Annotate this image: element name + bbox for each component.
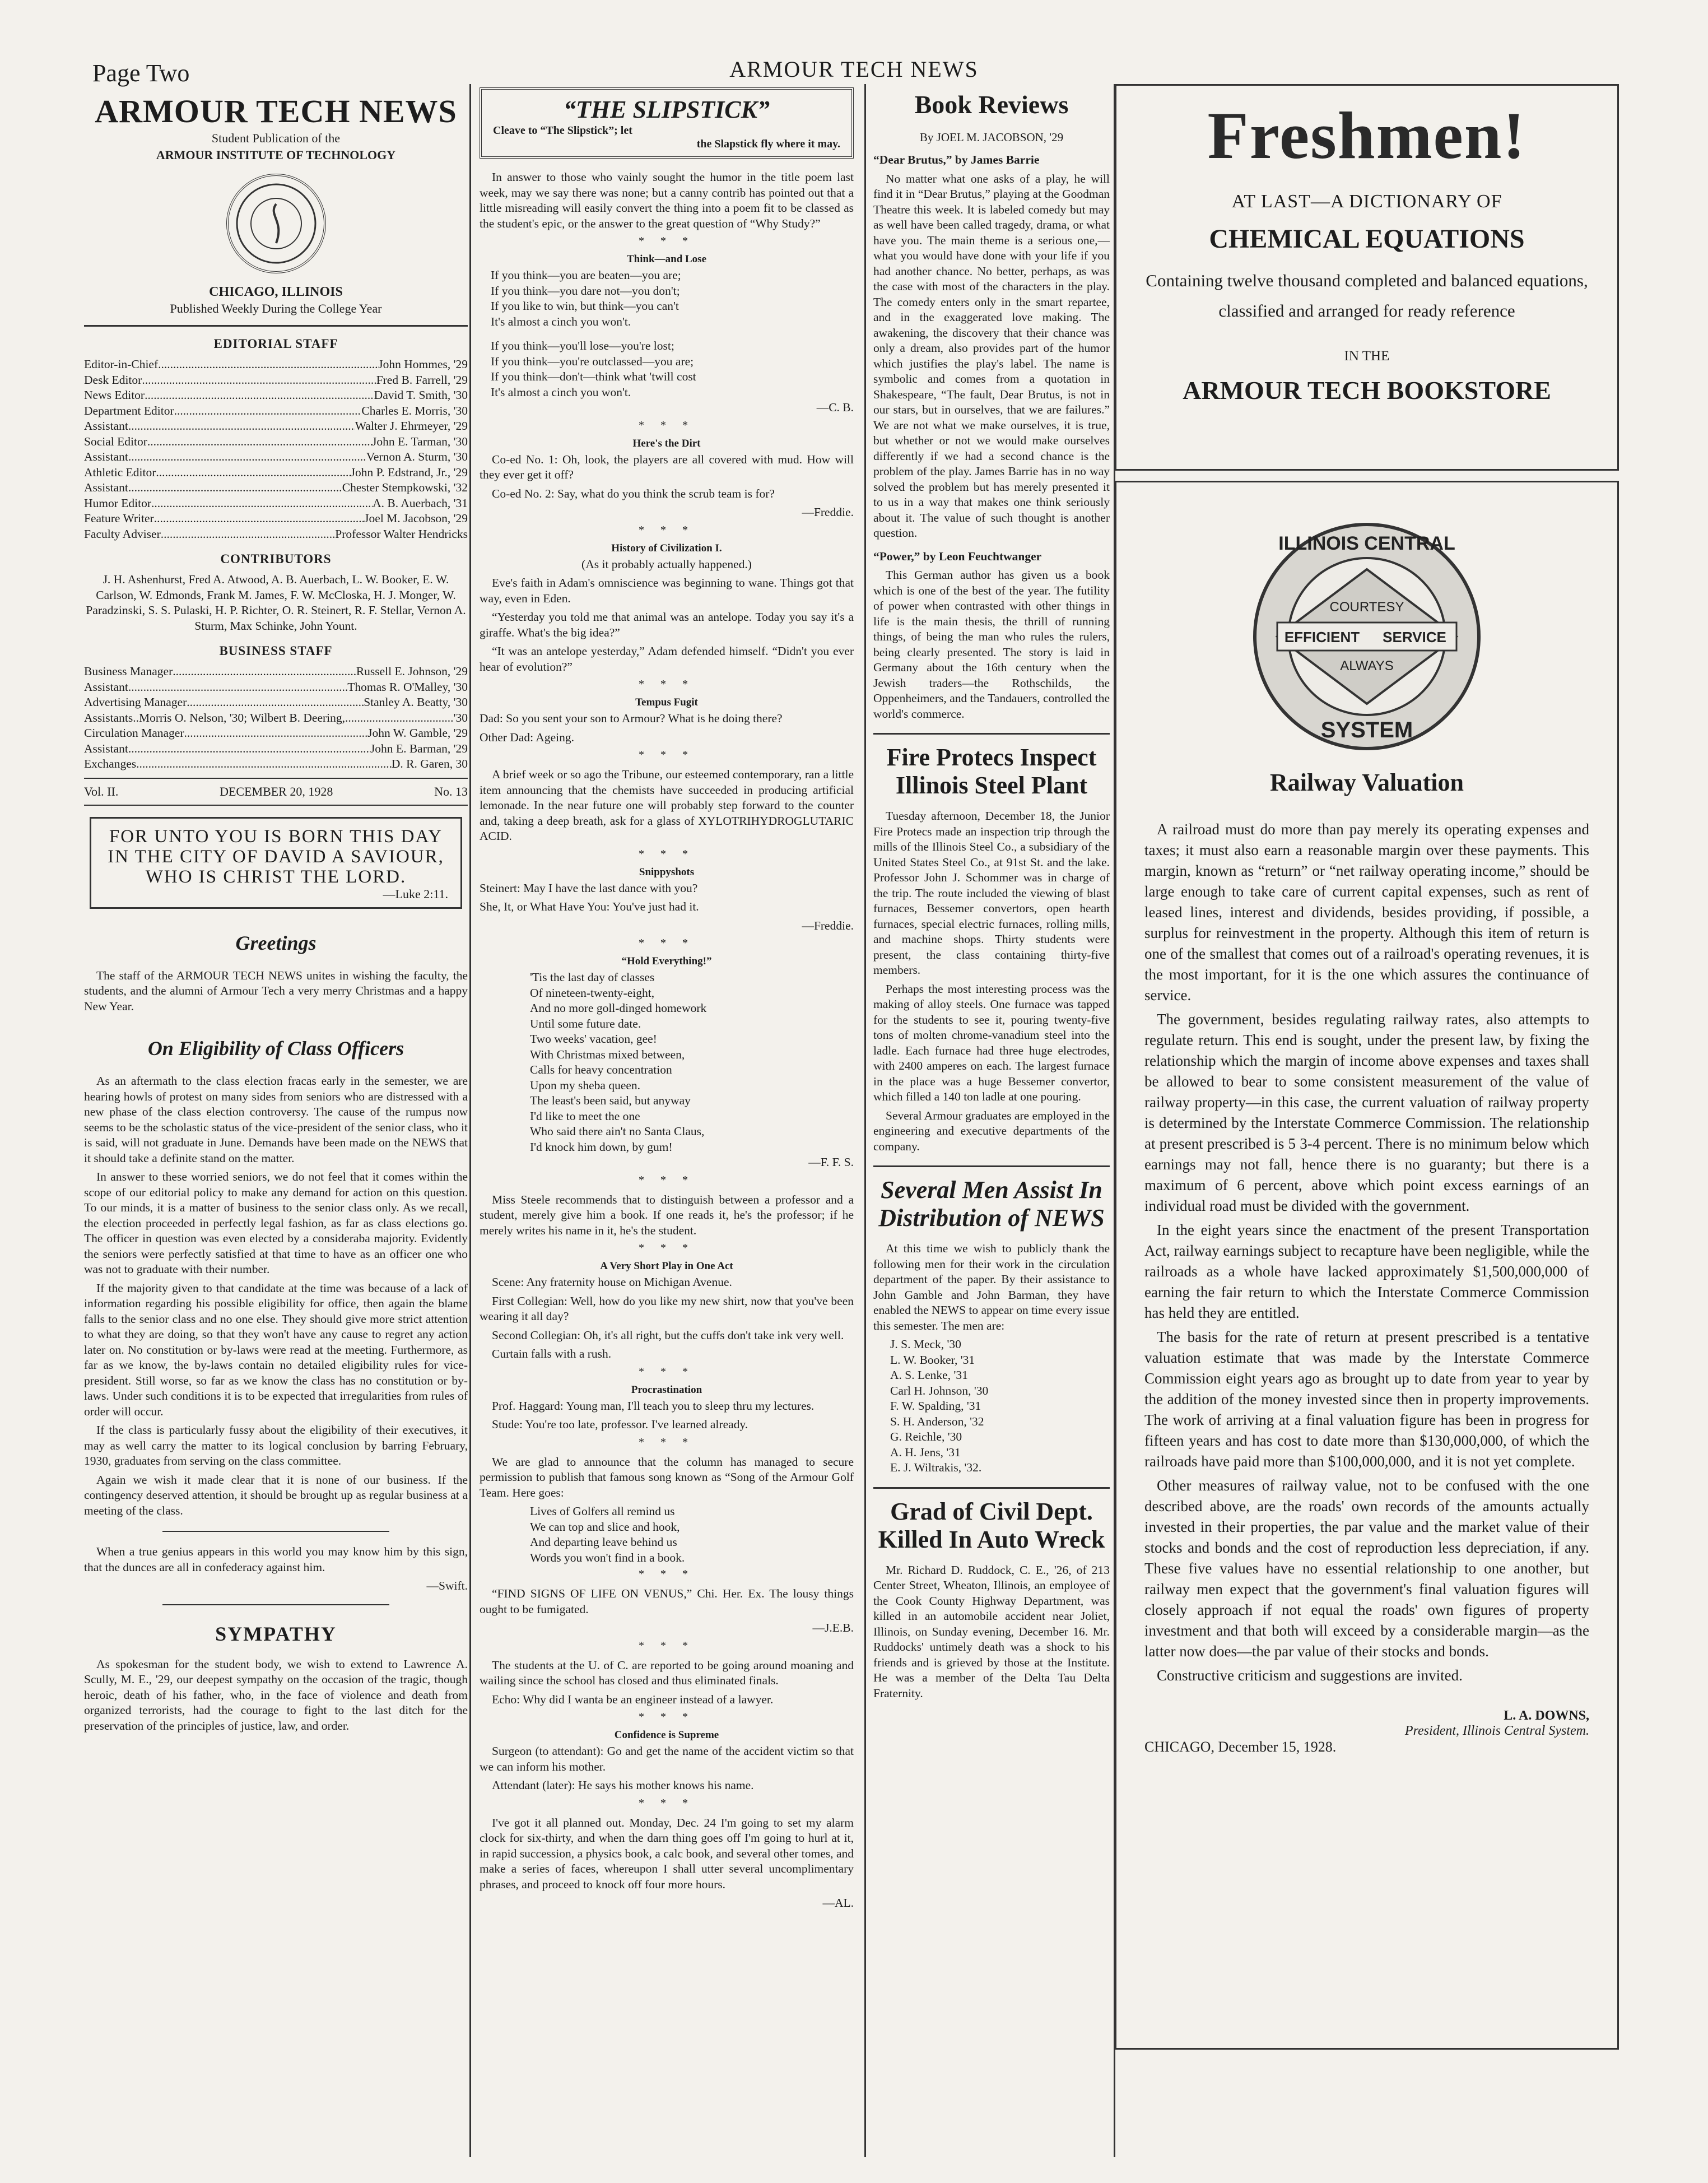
ad-line-2: CHEMICAL EQUATIONS [1209,224,1525,254]
staff-role: Business Manager [84,665,173,678]
staff-name: Charles E. Morris, '30 [361,403,468,417]
dialog-line: Co-ed No. 1: Oh, look, the players are all covered with mud. How will they ever get it off? [480,452,854,481]
staff-name: John W. Gamble, '29 [367,726,468,740]
staff-role: Department Editor [84,403,174,417]
railway-paragraph: Other measures of railway value, not to be confused with the one described above, are the roads' own records of the amounts actually invested in their properties, the par value and the market value of their stocks and bonds and the cost of reproduction less depreciation, if any. These five values have no essential relationship to one another, but railway men expect that the government's final valuation figures will closely approach if not equal the roads' own figures of property investment and that both will exceed by a considerable margin—as the latter now does—the par value of their stocks and bonds. [1144,1477,1589,1660]
poem-line: If you think—you are beaten—you are; [491,268,681,282]
poem-line: If you like to win, but think—you can't [491,299,679,313]
staff-role: Assistants..Morris O. Nelson, '30; Wilbert B. Deering, [84,710,346,724]
staff-role: Circulation Manager [84,726,184,740]
staff-name: '30 [453,710,468,724]
steele-text: Miss Steele recommends that to distinguish between a professor and a student, merely give him a book. If one reads it, he's the professor; if he merely writes his name in it, he's the student. [480,1192,854,1237]
eligibility-paragraph: If the class is particularly fussy about the eligibility of their executives, it may as well carry the matter to its logical conclusion by barring February, 1930, graduates from serving on the class committee. [84,1423,468,1467]
poem-line: I'd like to meet the one [530,1109,640,1123]
snippy-body [480,881,854,915]
sympathy-text: As spokesman for the student body, we wish to extend to Lawrence A. Scully, M. E., '29, our deepest sympathy on the occasion of the tragic, though heroic, death of his father, who, in the face of violence and death from organized terrorists, had the courage to fight to the last ditch for the preservation of the principles of justice, law, and order. [84,1657,468,1733]
dialog-line: Prof. Haggard: Young man, I'll teach you to sleep thru my lectures. [492,1399,815,1413]
freshmen-headline: Freshmen! [1207,98,1527,173]
issue-number: No. 13 [434,784,468,798]
column-3 [865,84,1118,1704]
signature-name: L. A. DOWNS, [1504,1708,1589,1723]
name-line: F. W. Spalding, '31 [890,1399,981,1413]
contributors-heading: CONTRIBUTORS [220,552,332,566]
dirt-attr: —Freddie. [802,505,854,519]
staff-row [84,480,468,496]
think-poem [480,268,854,400]
masthead-published: Published Weekly During the College Year [170,301,382,315]
proc-body [480,1399,854,1433]
staff-row [84,388,468,403]
institute-seal-icon [226,174,326,273]
staff-row [84,357,468,373]
snippy-title: Snippyshots [639,866,695,878]
staff-role: Assistant [84,481,128,494]
several-title: Several Men Assist In Distribution of NEWS [873,1165,1110,1232]
poem-line: The least's been said, but anyway [530,1094,691,1107]
golf-intro: We are glad to announce that the column has managed to secure permission to publish that famous song known as “Song of the Armour Golf Team. Here goes: [480,1455,854,1499]
staff-role: Assistant [84,741,128,755]
railway-paragraph: In the eight years since the enactment of the present Transportation Act, railway earnings subject to recapture have been negligible, while the railroads as a whole have lacked approximately $1,500,000,000 of earning the fair return to which the Interstate Commerce Commission has held they are entitled. [1144,1221,1589,1321]
dialog-line: Co-ed No. 2: Say, what do you think the scrub team is for? [492,486,775,500]
poem-line: Upon my sheba queen. [530,1078,641,1092]
poem-line: Until some future date. [530,1016,641,1030]
poem-line: If you think—you dare not—you don't; [491,284,680,298]
poem-line: 'Tis the last day of classes [530,970,655,984]
history-body [480,575,854,675]
history-paragraph: Eve's faith in Adam's omniscience was beginning to wane. Things got that way, even in Eden. [480,576,854,605]
hold-attr: —F. F. S. [808,1155,854,1169]
illinois-central-ad [1115,481,1619,2050]
book-reviews-byline: By JOEL M. JACOBSON, '29 [919,131,1064,144]
echo-text: Echo: Why did I wanta be an engineer instead of a lawyer. [492,1692,774,1706]
venus-attr: —J.E.B. [812,1621,854,1634]
poem-line: If you think—you'll lose—you're lost; [491,339,674,352]
staff-name: D. R. Garen, 30 [391,757,468,770]
railway-paragraph: The basis for the rate of return at present prescribed is a tentative valuation estimate that was made by the Interstate Commerce Commission eight years ago as brought up to date from year to year by the addition of the money invested since then in property improvements. The work of arriving at a final valuation figure has been in progress for fifteen years and has cost to date more than $130,000,000, of which the railroads have paid more than $100,000,000, and it is not yet complete. [1144,1329,1589,1470]
signature-place: CHICAGO, December 15, 1928. [1144,1739,1337,1755]
staff-name: Professor Walter Hendricks [335,527,468,541]
play-line: First Collegian: Well, how do you like my new shirt, now that you've been wearing it all day? [480,1294,854,1323]
eligibility-body [84,1074,468,1518]
eligibility-paragraph: If the majority given to that candidate at the time was because of a lack of information regarding his possible eligibility for office, then again the blame falls to the senior class and no one else. They should give more strict attention to what they are doing, so that they won't have any cause to regret any action later on. No constitution or by-laws were read at the meeting. Furthermore, as far as we know, the by-laws contain no detailed eligibility rules for vice-president. Still worse, so far as we know the class has no constitution or by-laws. Under such conditions it is to be expected that irregularities from rules of order will occur. [84,1281,468,1418]
business-staff-list [84,664,468,772]
staff-role: Humor Editor [84,496,152,510]
conf-title: Confidence is Supreme [614,1729,719,1741]
poem-line: If you think—don't—think what 'twill cost [491,370,696,383]
staff-role: Desk Editor [84,373,142,387]
dialog-line: She, It, or What Have You: You've just had it. [480,900,699,913]
scripture-text: FOR UNTO YOU IS BORN THIS DAY IN THE CITY OF DAVID A SAVIOUR, WHO IS CHRIST THE LORD. [108,826,444,887]
book-reviews-title: Book Reviews [914,90,1069,119]
plan-attr: —AL. [822,1896,854,1910]
staff-role: Assistant [84,680,128,694]
staff-row [84,496,468,512]
fire-paragraph: Several Armour graduates are employed in the engineering and executive departments of the company. [873,1108,1110,1153]
slipstick-sub2: the Slapstick fly where it may. [696,138,840,150]
editorial-staff-heading: EDITORIAL STAFF [213,337,338,351]
eligibility-title: On Eligibility of Class Officers [147,1037,404,1060]
grad-text: Mr. Richard D. Ruddock, C. E., '26, of 213 Center Street, Wheaton, Illinois, an employee of the Cook County Highway Department, was killed in an automobile accident near Joliet, Illinois, on Sunday evening, December 16. Mr. Ruddocks' untimely death was a shock to his friends and is grieved by those at the Institute. He was a member of the Delta Tau Delta Fraternity. [873,1563,1110,1700]
play-line: Scene: Any fraternity house on Michigan Avenue. [492,1275,732,1289]
business-staff-heading: BUSINESS STAFF [219,644,333,658]
poem-line: If you think—you're outclassed—you are; [491,354,694,368]
dialog-line: Attendant (later): He says his mother knows his name. [492,1778,754,1792]
name-line: A. S. Lenke, '31 [890,1368,968,1382]
staff-row [84,403,468,419]
poem-line: Two weeks' vacation, gee! [530,1032,657,1046]
poem-line: With Christmas mixed between, [530,1047,685,1061]
history-title: History of Civilization I. [611,542,722,554]
railway-paragraph: A railroad must do more than pay merely its operating expenses and taxes; it must also earn a reasonable margin over these payments. This margin, known as “return” or “net railway operating income,” should be large enough to take care of current capital expenses, such as rent of leased lines, interest and dividends, besides providing, if possible, a surplus for reinvestment in the property. Although this item of return is one of the smallest that comes out of a railroad's operating revenues, it is the most important, for it is the one which assures the continuance of service. [1144,821,1589,1004]
masthead-title: ARMOUR TECH NEWS [95,93,457,129]
snippy-attr: —Freddie. [802,918,854,932]
play-line: Second Collegian: Oh, it's all right, but the cuffs don't take ink very well. [492,1328,844,1342]
ad-line-1: AT LAST—A DICTIONARY OF [1231,191,1502,212]
staff-row [84,449,468,465]
column-2: “THE SLIPSTICK” Cleave to “The Slipstick”; let the Slapstick fly where it may. In answer to those who vainly sought the humor in the title poem last week, may we say there was none; but a canny contrib has pointed out that a little misreading will easily convert the thing into a poem fit to be classed as the student's epic, or the answer to the great question of “Why Study?” * * * Think—and Lose If you think—you are beaten—you are; If you think—you dare not—you don't; If you like to win, but think—you can't It's almost a cinch you won't. If you think—you'll lose—you're lost; If you think—you're outclassed—you are; If you think—don't—think what 'twill cost It's almost a cinch you won't. —C. B. * * * Here's the Dirt Co-ed No. 1: Oh, look, the players are all covered with mud. How will they ever get it off? Co-ed No. 2: Say, what do you think the scrub team is for? —Freddie. * * * History of Civilization I. (As it probably actually happened.) Eve's faith in Adam's omniscience was beginning to wane. Things got that way, even in Eden. “Yesterday you told me that animal was an antelope. Today you say it's a giraffe. What's the big idea?” “It was an antelope yesterday,” Adam defended himself. “Didn't you ever hear of evolution?” * * * Tempus Fugit Dad: So you sent your son to Armour? What is he doing there? Other Dad: Ageing. * * * A brief week or so ago the Tribune, our esteemed contemporary, ran a little item announcing that the chemists have succeeded in producing artificial lemonade. In the near future one will probably step forward to the counter and, taking a deep breath, ask for a glass of XYLOTRIHYDROGLUTARIC ACID. * * * Snippyshots Steinert: May I have the last dance with you? She, It, or What Have You: You've just had it. —Freddie. * * * “Hold Everything!” 'Tis the last day of classes Of nineteen-twenty-eight, And no more goll-dinged homework Until some future date. Two weeks' vacation, gee! With Christmas mixed between, Calls for heavy concentration Upon my sheba queen. The least's been said, but anyway I'd like to meet the one Who said there ain't no Santa Claus, I'd knock him down, by gum! —F. F. S. * * * Miss Steele recommends that to distinguish between a professor and a student, merely give him a book. If one reads it, he's the professor; if he merely writes his name in it, he's the student. * * * A Very Short Play in One Act Scene: Any fraternity house on Michigan Avenue. First Collegian: Well, how do you like my new shirt, now that you've been wearing it all day? Second Collegian: Oh, it's all right, but the cuffs don't take ink very well. Curtain falls with a rush. * * * Procrastination Prof. Haggard: Young man, I'll teach you to sleep thru my lectures. Stude: You're too late, professor. I've learned already. * * * We are glad to announce that the column has managed to secure permission to publish that famous song known as “Song of the Armour Golf Team. Here goes: Lives of Golfers all remind us We can top and slice and hook, And departing leave behind us Words you won't find in a book. * * * “FIND SIGNS OF LIFE ON VENUS,” Chi. Her. Ex. The lousy things ought to be fumigated. —J.E.B. * * * The students at the U. of C. are reported to be going around moaning and wailing since the school has closed and thus eliminated finals. Echo: Why did I wanta be an engineer instead of a lawyer. * * * Confidence is Supreme Surgeon (to attendant): Go and get the name of the accident victim so that we can inform his mother. Attendant (later): He says his mother knows his name. * * * I've got it all planned out. Monday, Dec. 24 I'm going to set my alarm clock for six-thirty, and when the darn thing goes off I'm going to hurl at it, in rapid succession, a physics book, a calc book, and several other tomes, and make a series of faces, whereupon I shall utter several uncomplimentary phrases, and proceed to knock off four more hours. —AL. [471,84,863,1915]
staff-role: Advertising Manager [84,695,187,709]
staff-name: John Hommes, '29 [378,357,468,371]
staff-row [84,726,468,741]
staff-role: Editor-in-Chief [84,357,159,371]
play-title: A Very Short Play in One Act [600,1260,733,1272]
eligibility-paragraph: In answer to these worried seniors, we do not feel that it comes within the scope of our editorial policy to make any demand for action on this question. To our minds, it is a matter of business to the senior class only. As we recall, the election proceeded in perfectly legal fashion, as far as class elections go. The officer in question was even elected by a consideraba majority. Evidently the seniors were perfectly satisfied at that time to have as an officer one who was not to graduate with their number. [84,1170,468,1276]
issue-date: DECEMBER 20, 1928 [220,784,333,798]
poem-line: Lives of Golfers all remind us [530,1504,675,1518]
logo-efficient-text: EFFICIENT [1284,629,1360,645]
review2-text: This German author has given us a book which is one of the best of the year. The futility of power when contrasted with other things in life is the main thesis, the thrill of running things, of being the man who rules the rulers, being clearly presented. The story is laid in Germany about the 16th century when the Jewish traders—the Rothschilds, the Oppenheimers, and the Tandauers, controlled the world's commerce. [873,568,1110,721]
ad-line-3: Containing twelve thousand completed and balanced equations, classified and arranged for ready reference [1146,271,1588,321]
staff-name: Walter J. Ehrmeyer, '29 [355,419,468,433]
staff-role: Feature Writer [84,512,154,525]
masthead-city: CHICAGO, ILLINOIS [209,285,343,299]
poem-line: We can top and slice and hook, [530,1520,680,1534]
staff-row [84,511,468,527]
staff-row [84,695,468,710]
think-title: Think—and Lose [626,253,707,265]
staff-role: News Editor [84,388,145,402]
signature-title: President, Illinois Central System. [1404,1724,1589,1738]
staff-row [84,741,468,757]
logo-always-text: ALWAYS [1340,658,1394,674]
sympathy-title: SYMPATHY [215,1622,337,1645]
staff-row [84,373,468,388]
poem-line: And departing leave behind us [530,1535,677,1549]
eligibility-paragraph: As an aftermath to the class election fracas early in the semester, we are hearing howls of protest on many sides from seniors who are distressed with a new phase of the class election controversy. The cause of the rumpus now seems to be the scholastic status of the vice-president of the senior class, who it is said, will not graduate in June. Demands have been made on the NEWS that it should take a definite stand on the matter. [84,1074,468,1165]
poem-line: Of nineteen-twenty-eight, [530,986,655,1000]
page-number: Page Two [92,59,190,87]
dirt-body [480,452,854,502]
poem-line: Who said there ain't no Santa Claus, [530,1125,705,1138]
railway-title: Railway Valuation [1270,769,1464,796]
staff-role: Exchanges [84,757,137,770]
staff-row [84,465,468,481]
name-line: S. H. Anderson, '32 [890,1414,984,1428]
editorial-staff-list [84,357,468,542]
staff-row [84,419,468,434]
venus-text: “FIND SIGNS OF LIFE ON VENUS,” Chi. Her. Ex. The lousy things ought to be fumigated. [480,1587,854,1616]
poem-line: Words you won't find in a book. [530,1550,685,1564]
golf-poem [480,1504,854,1566]
running-head: ARMOUR TECH NEWS [729,57,979,82]
illinois-central-logo-icon [1246,516,1487,757]
logo-top-text: ILLINOIS CENTRAL [1278,533,1455,554]
volume: Vol. II. [84,784,119,798]
railway-paragraph: Constructive criticism and suggestions are invited. [1157,1667,1463,1684]
name-line: Carl H. Johnson, '30 [890,1383,989,1397]
review2-title: “Power,” by Leon Feuchtwanger [873,549,1042,563]
play-body [480,1275,854,1362]
staff-role: Assistant [84,450,128,463]
dialog-line: Other Dad: Ageing. [480,730,574,744]
staff-name: John E. Barman, '29 [370,741,468,755]
poem-line: Calls for heavy concentration [530,1063,672,1076]
staff-name: A. B. Auerbach, '31 [373,496,468,510]
slipstick-intro: In answer to those who vainly sought the humor in the title poem last week, may we say there was none; but a canny contrib has pointed out that a little misreading will easily convert the thing into a poem fit to be classed as the student's epic, or the answer to the great question of “Why Study?” [480,170,854,230]
name-line: G. Reichle, '30 [890,1430,962,1443]
several-names [873,1337,1110,1476]
staff-name: John E. Tarman, '30 [372,434,468,448]
logo-courtesy-text: COURTESY [1329,600,1404,615]
staff-name: Thomas R. O'Malley, '30 [347,680,468,694]
history-paragraph: “Yesterday you told me that animal was an antelope. Today you say it's a giraffe. What's the big idea?” [480,610,854,639]
tribune-text: A brief week or so ago the Tribune, our esteemed contemporary, ran a little item announcing that the chemists have succeeded in producing artificial lemonade. In the near future one will probably step forward to the counter and, taking a deep breath, ask for a glass of XYLOTRIHYDROGLUTARIC ACID. [480,768,854,843]
plan-text: I've got it all planned out. Monday, Dec. 24 I'm going to set my alarm clock for six-thirty, and when the darn thing goes off I'm going to hurl at it, in rapid succession, a physics book, a calc book, and several other tomes, and make a series of faces, whereupon I shall utter several uncomplimentary phrases, and proceed to knock off four more hours. [480,1815,854,1891]
swift-quote: When a true genius appears in this world you may know him by this sign, that the dunces are all in confederacy against him. [84,1545,468,1574]
logo-system-text: SYSTEM [1320,718,1413,742]
grad-title: Grad of Civil Dept. Killed In Auto Wreck [873,1487,1110,1554]
poem-line: It's almost a cinch you won't. [491,385,631,399]
name-line: A. H. Jens, '31 [890,1445,961,1459]
review1-text: No matter what one asks of a play, he will find it in “Dear Brutus,” playing at the Goodman Theatre this week. It is labeled comedy but may as well have been called tragedy, drama, or what have you. The main theme is a serious one,—what you would have done with your life if you had another chance. No better, perhaps, as was the case with most of the characters in the play. The comedy enters only in the smart repartee, and in the exaggerated love making. The awakening, the discovery that their chance was only a dream, also provides part of the humor which justifies the play's label. The name is symbolic and comes from a quotation in Shakespeare, “The fault, Dear Brutus, is not in our stars, but in ourselves, that we are failures.” We are not what we make ourselves, it is true, but whether or not we would make ourselves differently if we had a second chance is the problem of the play. James Barrie has in no way solved the problem but has merely presented it to us in a way that makes one think seriously about it. The value of such thought is another question. [873,171,1110,540]
staff-name: Russell E. Johnson, '29 [356,665,468,678]
fire-title: Fire Protecs Inspect Illinois Steel Plant [873,733,1110,800]
eligibility-paragraph: Again we wish it made clear that it is none of our business. If the contingency deserved attention, it should be brought up as regular business at a meeting of the class. [84,1473,468,1517]
dialog-line: Steinert: May I have the last dance with you? [480,881,698,895]
fire-paragraph: Perhaps the most interesting process was the making of alloy steels. One furnace was tapped for the students to see it, pouring twenty-five tons of molten chrome-vanadium steel into the ladle. Each furnace had three huge electrodes, with 2400 amperes on each. The largest furnace in the place was a huge Bessemer convertor, which filled a 140 ton ladle at one pouring. [873,982,1110,1103]
railway-paragraph: The government, besides regulating railway rates, also attempts to regulate return. This end is sought, under the present law, by fixing the relationship which the margin of income above expenses and taxes shall be allowed to bear to some consistent measurement of the value of railway property—in this case, the current valuation of railway property is determined by the Interstate Commerce Commission. The relationship at present prescribed is 5 3-4 percent. There is no minimum below which earnings may not fall, hence there is no guaranty; but there is a maximum of 6 percent, above which point excess earnings of an individual road must be divided with the government. [1144,1011,1589,1214]
staff-row [84,527,468,542]
masthead-institute: ARMOUR INSTITUTE OF TECHNOLOGY [156,148,396,162]
history-paragraph: “It was an antelope yesterday,” Adam defended himself. “Didn't you ever hear of evolution?” [480,644,854,674]
staff-name: Joel M. Jacobson, '29 [364,512,468,525]
think-attr: —C. B. [816,401,854,414]
staff-row [84,710,468,726]
staff-name: Stanley A. Beatty, '30 [364,695,468,709]
poem-line: And no more goll-dinged homework [530,1001,707,1015]
dialog-line: Stude: You're too late, professor. I've learned already. [492,1418,748,1431]
staff-role: Athletic Editor [84,465,156,479]
tempus-body [480,711,854,745]
poem-line: I'd knock him down, by gum! [530,1140,673,1154]
swift-attribution: —Swift. [426,1579,468,1592]
scripture-ref: —Luke 2:11. [383,886,448,901]
railway-body [1144,819,1589,1686]
staff-name: Vernon A. Sturm, '30 [366,450,468,463]
fire-body [873,809,1110,1154]
name-line: L. W. Booker, '31 [890,1353,975,1367]
staff-row [84,664,468,680]
staff-name: Chester Stempkowski, '32 [342,481,468,494]
poem-line: It's almost a cinch you won't. [491,314,631,328]
dictionary-ad [1115,84,1619,471]
slipstick-title: “THE SLIPSTICK” [564,96,770,123]
name-line: J. S. Meck, '30 [890,1337,961,1351]
dialog-line: Dad: So you sent your son to Armour? What is he doing there? [480,712,783,725]
staff-row [84,680,468,695]
staff-name: David T. Smith, '30 [374,388,468,402]
staff-row [84,434,468,450]
conf-body [480,1744,854,1794]
logo-service-text: SERVICE [1383,629,1446,645]
name-line: E. J. Wiltrakis, '32. [890,1461,982,1474]
history-sub: (As it probably actually happened.) [581,557,752,571]
uofc-text: The students at the U. of C. are reported to be going around moaning and wailing since the school has closed and thus eliminated finals. [480,1658,854,1687]
ad-line-4: IN THE [1344,349,1390,364]
masthead-sub: Student Publication of the [211,131,341,145]
column-1 [84,84,468,1737]
column-4 [1115,84,1619,2050]
greetings-text: The staff of the ARMOUR TECH NEWS unites in wishing the faculty, the students, and the alumni of Armour Tech a very merry Christmas and a happy New Year. [84,968,468,1013]
staff-role: Faculty Adviser [84,527,161,541]
proc-title: Procrastination [631,1383,702,1396]
staff-role: Social Editor [84,434,147,448]
dirt-title: Here's the Dirt [632,437,701,449]
greetings-title: Greetings [235,931,317,954]
staff-name: Fred B. Farrell, '29 [376,373,468,387]
hold-title: “Hold Everything!” [621,955,712,967]
dialog-line: Surgeon (to attendant): Go and get the name of the accident victim so that we can inform his mother. [480,1744,854,1773]
staff-role: Assistant [84,419,128,433]
fire-paragraph: Tuesday afternoon, December 18, the Junior Fire Protecs made an inspection trip through the mills of the Illinois Steel Co., a subsidiary of the United States Steel Co., at 91st St. and the lake. Professor John J. Schommer was in charge of the trip. The route included the viewing of blast furnaces, Bessemer convertors, open hearth furnaces, special electric furnaces, rolling mills, and machine shops. Thirty students were present, the class containing thirty-five members. [873,809,1110,977]
staff-row [84,756,468,772]
review1-title: “Dear Brutus,” by James Barrie [873,153,1040,166]
tempus-title: Tempus Fugit [635,696,698,708]
contributors-list: J. H. Ashenhurst, Fred A. Atwood, A. B. Auerbach, L. W. Booker, E. W. Carlson, W. Edmonds, Frank M. James, F. W. McCloska, H. J. Monger, W. Paradzinski, S. S. Pulaski, H. P. Richter, O. R. Steinert, R. F. Stellar, Vernon A. Sturm, Max Schinke, John Yount. [86,573,466,633]
issue-line [84,784,468,799]
play-line: Curtain falls with a rush. [492,1347,612,1360]
slipstick-header [480,87,854,159]
hold-poem [480,970,854,1155]
scripture-box [90,817,462,909]
several-text: At this time we wish to publicly thank the following men for their work in the circulation department of the paper. By their assistance to John Gamble and John Barman, they have enabled the NEWS to appear on time every issue this semester. The men are: [873,1242,1110,1332]
staff-name: John P. Edstrand, Jr., '29 [350,465,468,479]
ad-line-5: ARMOUR TECH BOOKSTORE [1183,376,1551,405]
slipstick-sub1: Cleave to “The Slipstick”; let [493,124,632,137]
